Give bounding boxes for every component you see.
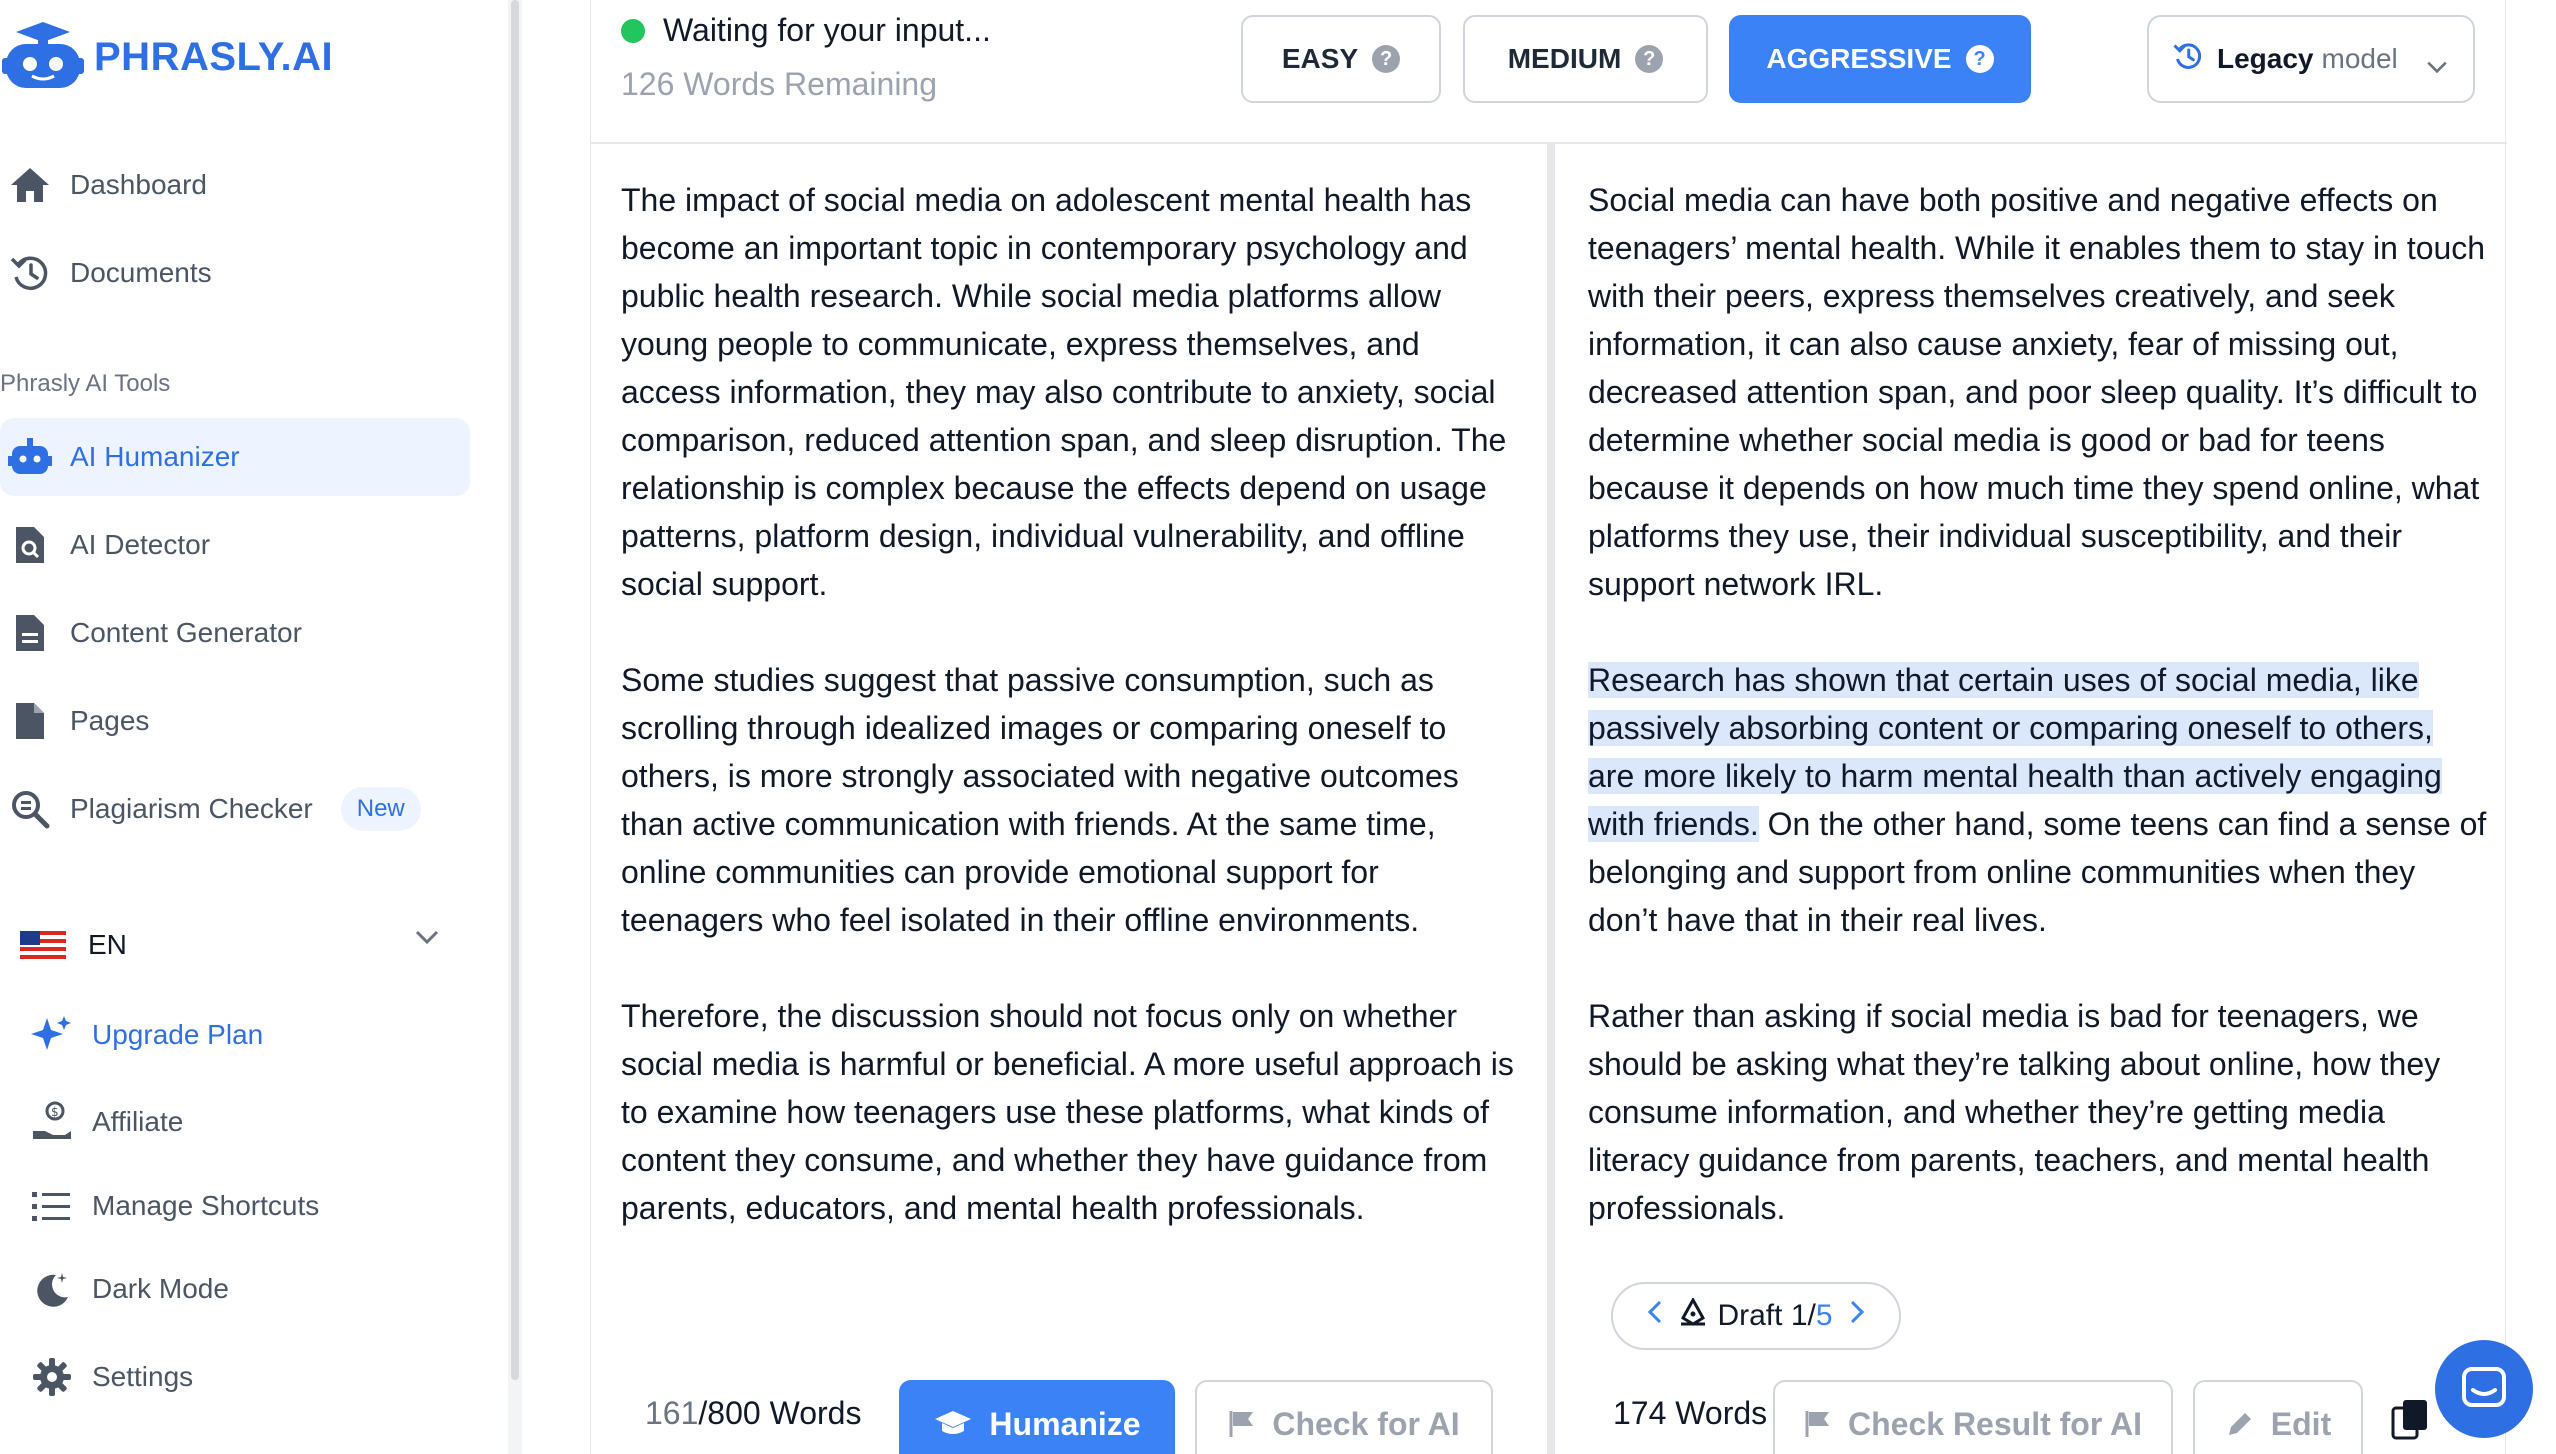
sidebar-scrollbar[interactable]: [508, 0, 522, 1454]
list-icon: [22, 1176, 82, 1236]
word-count-value: 161: [645, 1395, 699, 1431]
sidebar-item-dark-mode[interactable]: [0, 1250, 470, 1328]
output-text[interactable]: [1588, 176, 2488, 1280]
robot-logo-icon: [2, 22, 84, 92]
page-icon: [0, 691, 60, 751]
output-sentence: On the other hand, some teens can find a sense of belonging and support from online communities when they don’t have that in their real lives.: [1588, 806, 2487, 938]
status-indicator: [621, 12, 991, 49]
output-paragraph: Social media can have both positive and negative effects on teenagers’ mental health. While it enables them to stay in touch with their peers, express themselves creatively, and seek information, it can also cause anxiety, fear of missing out, decreased attention span, and poor sleep quality. It’s difficult to determine whether social media is good or bad for teens because it depends on how much time they spend online, what platforms they use, their individual susceptibility, and their support network IRL.: [1588, 182, 2486, 602]
sidebar-item-affiliate[interactable]: [0, 1083, 470, 1161]
sidebar-item-ai-detector[interactable]: [0, 506, 470, 584]
sidebar-item-pages[interactable]: [0, 682, 470, 760]
word-limit: /800 Words: [698, 1395, 862, 1431]
draft-navigator: [1611, 1282, 1901, 1350]
new-badge: New: [341, 787, 421, 831]
humanize-button[interactable]: [899, 1380, 1175, 1454]
affiliate-icon: [22, 1092, 82, 1152]
status-dot-icon: [621, 19, 645, 43]
output-word-count: 174 Words: [1613, 1395, 1768, 1431]
humanize-label: Humanize: [989, 1405, 1141, 1442]
check-for-ai-button[interactable]: [1195, 1380, 1493, 1454]
mode-label: EASY: [1281, 43, 1359, 74]
search-doc-icon: [0, 779, 60, 839]
edit-label: Edit: [2270, 1405, 2332, 1442]
check-label: Check for AI: [1272, 1405, 1460, 1442]
top-toolbar: [591, 0, 2507, 144]
model-name: Legacy: [2217, 43, 2314, 74]
sidebar-item-label: Pages: [70, 705, 150, 736]
history-icon: [0, 243, 60, 303]
input-word-count: [645, 1395, 861, 1432]
mode-easy-button[interactable]: [1241, 15, 1441, 103]
chevron-down-icon: [414, 929, 440, 950]
sidebar-item-label: Documents: [70, 257, 212, 288]
language-label: EN: [88, 929, 127, 960]
sidebar-item-label: Dashboard: [70, 169, 207, 200]
sidebar-item-label: Settings: [92, 1361, 194, 1392]
sidebar-item-label: Dark Mode: [92, 1273, 229, 1304]
chevron-right-icon[interactable]: [1849, 1299, 1865, 1333]
mode-aggressive-button[interactable]: [1729, 15, 2031, 103]
sidebar-item-manage-shortcuts[interactable]: [0, 1167, 470, 1245]
document-icon: [0, 603, 60, 663]
mode-medium-button[interactable]: [1463, 15, 1708, 103]
pane-divider[interactable]: [1547, 144, 1555, 1454]
detector-icon: [0, 515, 60, 575]
sidebar-item-settings[interactable]: [0, 1338, 470, 1416]
input-paragraph: The impact of social media on adolescent mental health has become an important topic in contemporary psychology and public health research. While social media platforms allow young people to communicate, express themselves, and access information, they may also contribute to anxiety, social comparison, reduced attention span, and sleep disruption. The relationship is complex because the effects depend on usage patterns, platform design, individual vulnerability, and offline social support.: [621, 182, 1507, 602]
sidebar-item-label: AI Detector: [70, 529, 211, 560]
flag-icon: [1804, 1409, 1832, 1439]
home-icon: [0, 155, 60, 215]
sidebar-item-plagiarism-checker[interactable]: [0, 770, 470, 848]
sidebar-item-label: Content Generator: [70, 617, 302, 648]
draft-total: 5: [1815, 1299, 1833, 1332]
mode-label: MEDIUM: [1507, 43, 1622, 74]
sidebar: [0, 0, 508, 1454]
sidebar-item-label: Manage Shortcuts: [92, 1190, 320, 1221]
sidebar-item-upgrade-plan[interactable]: [0, 996, 470, 1074]
draft-label: Draft 1/: [1717, 1299, 1816, 1332]
input-paragraph: Some studies suggest that passive consumption, such as scrolling through idealized images or comparing oneself to others, is more strongly associated with negative outcomes than active communication with friends. At the same time, online communities can provide emotional support for teenagers who feel isolated in their offline environments.: [621, 662, 1459, 938]
input-paragraph: Therefore, the discussion should not focus only on whether social media is harmful or beneficial. A more useful approach is to examine how teenagers use these platforms, what kinds of content they consume, and whether they have guidance from parents, educators, and mental health professionals.: [621, 998, 1514, 1226]
sidebar-item-label: Affiliate: [92, 1106, 184, 1137]
history-icon: [2173, 41, 2203, 78]
section-label: Phrasly AI Tools: [0, 370, 171, 397]
help-icon[interactable]: ?: [1966, 45, 1994, 73]
chevron-left-icon[interactable]: [1647, 1299, 1663, 1333]
chat-icon: [2461, 1366, 2507, 1412]
gear-icon: [22, 1347, 82, 1407]
pencil-icon: [2225, 1409, 2255, 1439]
svg-text:$: $: [51, 1105, 59, 1119]
logo[interactable]: [2, 22, 333, 92]
help-icon[interactable]: ?: [1372, 45, 1400, 73]
pen-nib-icon: [1679, 1298, 1707, 1334]
output-paragraph: Rather than asking if social media is bad for teenagers, we should be asking what they’re talking about online, how they consume information, and whether they’re getting media literacy guidance from parents, teachers, and mental health professionals.: [1588, 998, 2441, 1226]
language-selector[interactable]: [20, 915, 440, 975]
edit-button[interactable]: [2193, 1380, 2363, 1454]
copy-icon[interactable]: [2391, 1398, 2431, 1447]
check-result-button[interactable]: [1773, 1380, 2173, 1454]
highlighted-sentence[interactable]: Research has shown that certain uses of social media, like passively absorbing content or comparing oneself to others, are more likely to harm mental health than actively engaging with friends.: [1588, 662, 2442, 842]
sidebar-item-documents[interactable]: [0, 234, 470, 312]
model-dropdown[interactable]: [2147, 15, 2475, 103]
model-suffix: model: [2321, 43, 2398, 74]
sidebar-item-label: AI Humanizer: [70, 441, 240, 472]
logo-text: PHRASLY.AI: [94, 34, 334, 79]
sidebar-item-label: Upgrade Plan: [92, 1019, 264, 1050]
humanizer-panel: [590, 0, 2506, 1454]
sidebar-item-content-generator[interactable]: [0, 594, 470, 672]
chevron-down-icon: [2425, 49, 2449, 81]
scrollbar-thumb[interactable]: [511, 0, 519, 1380]
help-icon[interactable]: ?: [1635, 45, 1663, 73]
flag-icon: [1228, 1409, 1256, 1439]
sidebar-item-dashboard[interactable]: [0, 146, 470, 224]
sidebar-item-label: Plagiarism Checker: [70, 793, 313, 824]
sidebar-item-ai-humanizer[interactable]: [0, 418, 470, 496]
chat-support-button[interactable]: [2435, 1340, 2533, 1438]
mode-label: AGGRESSIVE: [1766, 43, 1952, 74]
input-textarea[interactable]: [621, 176, 1521, 1280]
output-paragraph: [1588, 656, 2488, 944]
graduation-cap-icon: [933, 1409, 973, 1439]
words-remaining: 126 Words Remaining: [621, 66, 938, 102]
robot-icon: [0, 427, 60, 487]
check-result-label: Check Result for AI: [1848, 1405, 2142, 1442]
moon-icon: [22, 1259, 82, 1319]
sparkle-icon: [22, 1005, 82, 1065]
us-flag-icon: [20, 931, 66, 959]
status-text: Waiting for your input...: [663, 12, 991, 48]
